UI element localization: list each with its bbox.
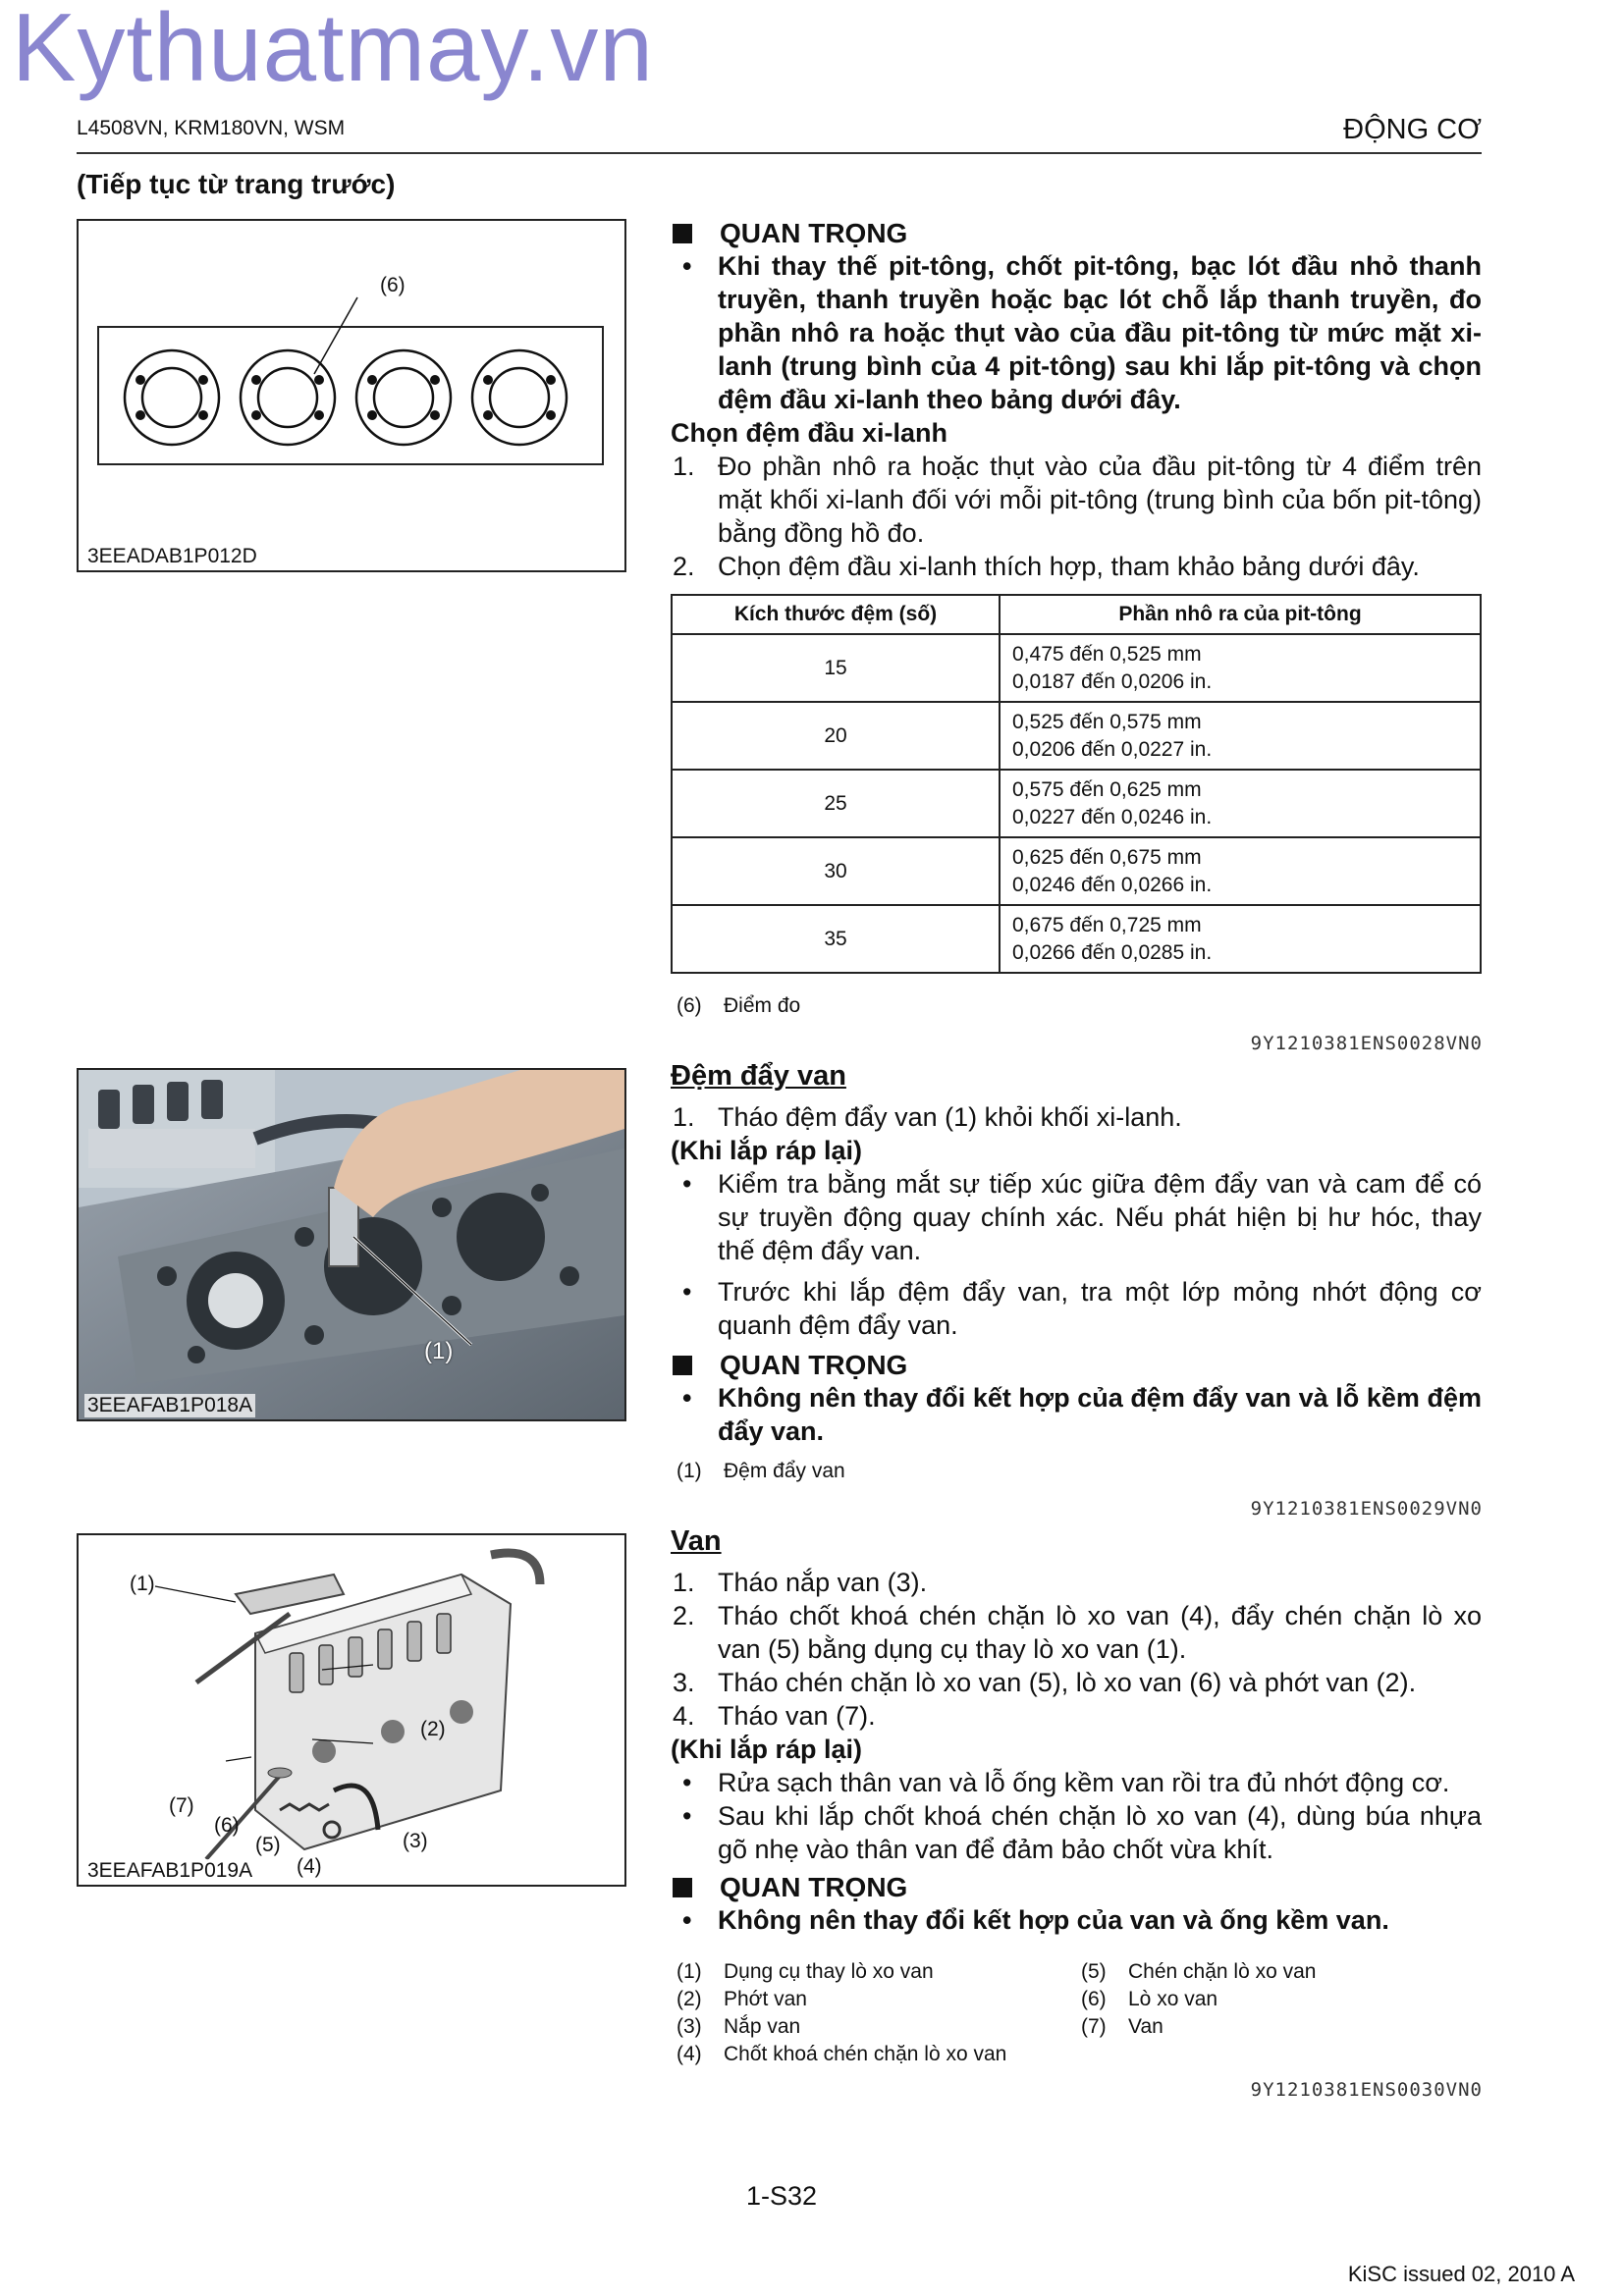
watermark: Kythuatmay.vn bbox=[12, 0, 654, 101]
legend-item: (6) Lò xo van bbox=[1081, 1988, 1218, 2010]
callout-1: (1) bbox=[130, 1573, 155, 1595]
step-3: 3. Tháo chén chặn lò xo van (5), lò xo van (6) và phớt van (2). bbox=[673, 1668, 1417, 1697]
important-text: • Không nên thay đổi kết hợp của đệm đẩy van và lỗ kềm đệm đẩy van. bbox=[671, 1381, 1482, 1448]
caption-tappet: (1) Đệm đẩy van bbox=[676, 1460, 845, 1482]
step-1: 1. Tháo nắp van (3). bbox=[673, 1568, 928, 1597]
square-bullet-icon bbox=[673, 1356, 692, 1375]
legend-item: (4) Chốt khoá chén chặn lò xo van bbox=[676, 2043, 1007, 2065]
legend-item: (1) Dụng cụ thay lò xo van bbox=[676, 1960, 934, 1983]
important-heading: QUAN TRỌNG bbox=[671, 1872, 1482, 1903]
header-models: L4508VN, KRM180VN, WSM bbox=[77, 117, 346, 139]
legend-item: (5) Chén chặn lò xo van bbox=[1081, 1960, 1317, 1983]
block-valve bbox=[671, 1525, 1482, 1937]
table-header-protrusion: Phần nhô ra của pit-tông bbox=[1000, 595, 1481, 634]
figure-code: 3EEAFAB1P018A bbox=[84, 1394, 255, 1417]
legend-item: (2) Phớt van bbox=[676, 1988, 807, 2010]
important-text: • Khi thay thế pit-tông, chốt pit-tông, bạc lót đầu nhỏ thanh truyền, thanh truyền hoặc bạc lót chỗ lắp thanh truyền, đo phần nhô ra hoặc thụt vào của đầu pit-tông từ mức mặt xi-lanh (trung bình của 4 pit-tông) sau khi lắp pit-tông và chọn đệm đầu xi-lanh theo bảng dưới đây. bbox=[671, 249, 1482, 416]
square-bullet-icon bbox=[673, 1878, 692, 1897]
table-row: 35 0,675 đến 0,725 mm 0,0266 đến 0,0285 in. bbox=[672, 905, 1481, 973]
figure-code: 3EEADAB1P012D bbox=[84, 545, 260, 568]
callout-2: (2) bbox=[420, 1718, 446, 1740]
legend-item: (7) Van bbox=[1081, 2015, 1163, 2038]
reassembly-heading: (Khi lắp ráp lại) bbox=[671, 1735, 863, 1764]
bullet-item: • Trước khi lắp đệm đẩy van, tra một lớp mỏng nhớt động cơ quanh đệm đẩy van. bbox=[671, 1275, 1482, 1342]
callout-7: (7) bbox=[169, 1794, 194, 1817]
bullet-item: • Sau khi lắp chốt khoá chén chặn lò xo van (4), dùng búa nhựa gõ nhẹ vào thân van để đảm bảo chốt vừa khít. bbox=[671, 1799, 1482, 1866]
bullet-item: • Kiểm tra bằng mắt sự tiếp xúc giữa đệm đẩy van và cam để có sự truyền động quay chính xác. Nếu phát hiện bị hư hóc, thay thế đệm đẩy van. bbox=[671, 1167, 1482, 1267]
cylinder-points-illustration bbox=[79, 221, 624, 570]
doc-code: 9Y1210381ENS0030VN0 bbox=[1250, 2079, 1483, 2101]
gasket-size-table bbox=[671, 594, 1482, 974]
important-heading: QUAN TRỌNG bbox=[671, 218, 1482, 249]
reassembly-heading: (Khi lắp ráp lại) bbox=[671, 1136, 863, 1165]
cylinder-head-exploded-illustration bbox=[79, 1535, 624, 1885]
callout-6: (6) bbox=[214, 1814, 240, 1837]
figure-tappet-photo bbox=[77, 1068, 626, 1421]
step-1: 1. Tháo đệm đẩy van (1) khỏi khối xi-lanh. bbox=[673, 1102, 1182, 1132]
callout-6: (6) bbox=[380, 274, 406, 296]
subheading-gasket-select: Chọn đệm đầu xi-lanh bbox=[671, 418, 948, 448]
page-number: 1-S32 bbox=[746, 2181, 818, 2211]
callout-1: (1) bbox=[424, 1338, 454, 1364]
step-4: 4. Tháo van (7). bbox=[673, 1701, 876, 1731]
square-bullet-icon bbox=[673, 224, 692, 243]
table-row: 30 0,625 đến 0,675 mm 0,0246 đến 0,0266 in. bbox=[672, 837, 1481, 905]
caption-measuring-point: (6) Điểm đo bbox=[676, 994, 801, 1017]
figure-measuring-points bbox=[77, 219, 626, 572]
bullet-item: • Rửa sạch thân van và lỗ ống kềm van rồi tra đủ nhớt động cơ. bbox=[671, 1766, 1482, 1799]
issued-note: KiSC issued 02, 2010 A bbox=[1347, 2262, 1575, 2286]
legend-item: (3) Nắp van bbox=[676, 2015, 801, 2038]
step-1: 1. Đo phần nhô ra hoặc thụt vào của đầu pit-tông từ 4 điểm trên mặt khối xi-lanh đối với mỗi pit-tông (trung bình của bốn pit-tông) bằng đồng hồ đo. bbox=[673, 452, 1482, 548]
doc-code: 9Y1210381ENS0028VN0 bbox=[1250, 1033, 1483, 1054]
legend-right bbox=[1075, 1958, 1316, 2041]
step-2: 2. Tháo chốt khoá chén chặn lò xo van (4), đẩy chén chặn lò xo van (5) bằng dụng cụ thay lò xo van (1). bbox=[673, 1601, 1482, 1664]
table-row: 15 0,475 đến 0,525 mm 0,0187 đến 0,0206 in. bbox=[672, 634, 1481, 702]
legend-left bbox=[671, 1958, 1006, 2068]
callout-3: (3) bbox=[403, 1830, 428, 1852]
table-row: 25 0,575 đến 0,625 mm 0,0227 đến 0,0246 in. bbox=[672, 770, 1481, 837]
table-header-size: Kích thước đệm (số) bbox=[672, 595, 1000, 634]
step-2: 2. Chọn đệm đầu xi-lanh thích hợp, tham khảo bảng dưới đây. bbox=[673, 552, 1420, 581]
header-divider bbox=[77, 152, 1482, 154]
block-head-gasket bbox=[671, 218, 1482, 583]
section-title-tappet: Đệm đẩy van bbox=[671, 1060, 846, 1092]
figure-code: 3EEAFAB1P019A bbox=[84, 1859, 255, 1883]
important-heading: QUAN TRỌNG bbox=[671, 1350, 1482, 1381]
callout-5: (5) bbox=[255, 1834, 281, 1856]
figure-valve-drawing bbox=[77, 1533, 626, 1887]
engine-block-photo bbox=[79, 1070, 624, 1419]
callout-4: (4) bbox=[297, 1855, 322, 1878]
header-section: ĐỘNG CƠ bbox=[1343, 114, 1482, 145]
section-title-valve: Van bbox=[671, 1525, 722, 1557]
continued-note: (Tiếp tục từ trang trước) bbox=[77, 169, 396, 199]
doc-code: 9Y1210381ENS0029VN0 bbox=[1250, 1498, 1483, 1520]
important-text: • Không nên thay đổi kết hợp của van và ống kềm van. bbox=[671, 1903, 1482, 1937]
block-tappet bbox=[671, 1060, 1482, 1448]
gasket-table-wrap bbox=[671, 594, 1482, 974]
table-row: 20 0,525 đến 0,575 mm 0,0206 đến 0,0227 in. bbox=[672, 702, 1481, 770]
